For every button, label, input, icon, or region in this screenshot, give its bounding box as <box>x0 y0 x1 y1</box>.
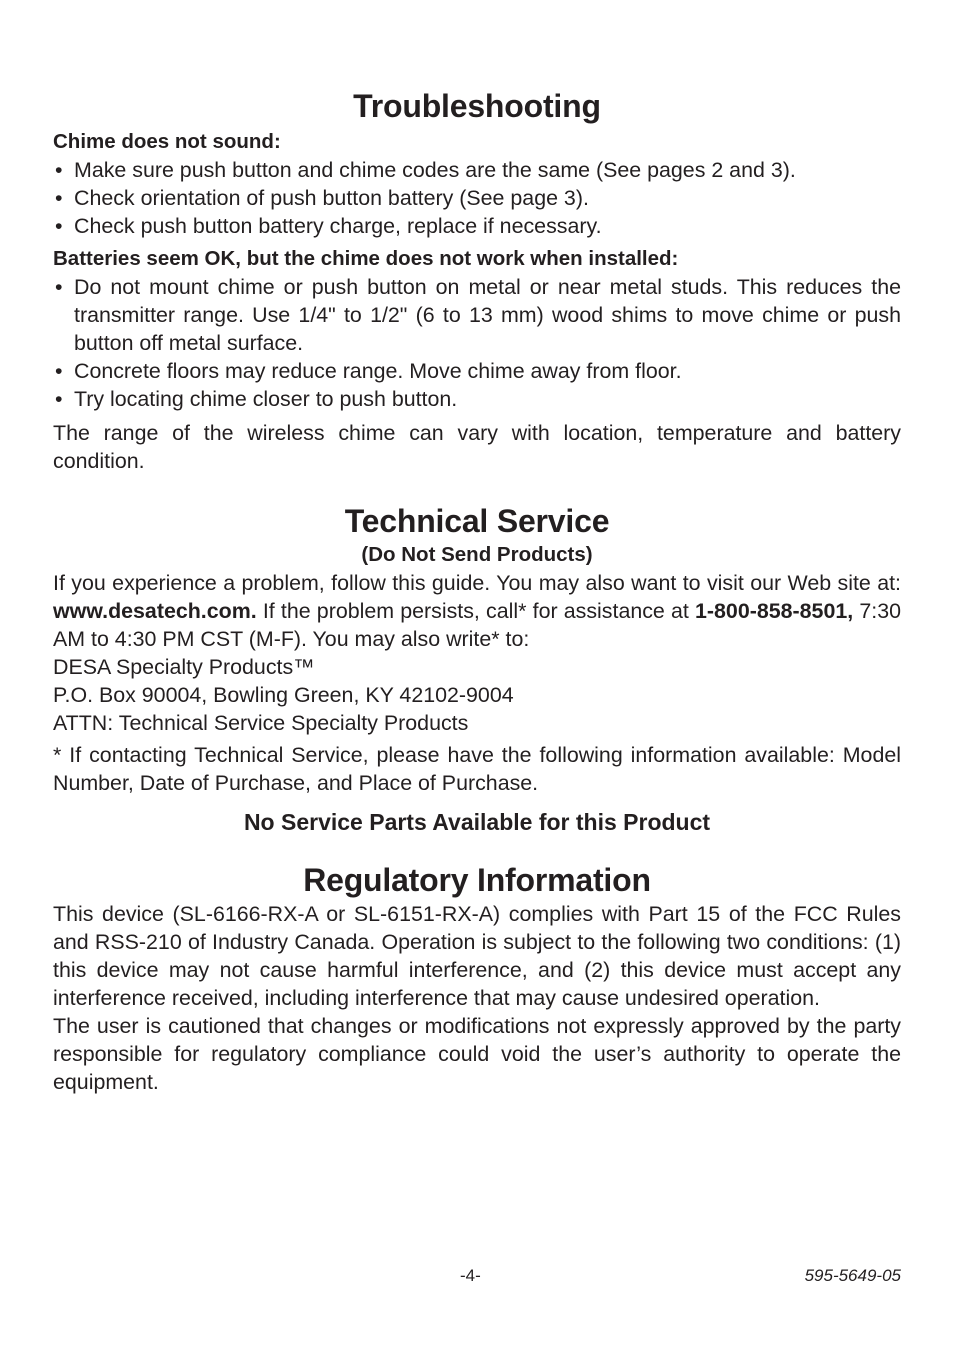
page-number: -4- <box>460 1266 481 1285</box>
list-item: • Try locating chime closer to push button. <box>55 387 458 411</box>
chime-no-sound-list <box>53 156 901 240</box>
document-page <box>53 86 901 1096</box>
chime-no-sound-heading: Chime does not sound: <box>53 130 281 153</box>
troubleshooting-title: Troubleshooting <box>353 88 601 124</box>
technical-service-subtitle: (Do Not Send Products) <box>361 543 593 566</box>
regulatory-paragraph-1: This device (SL-6166-RX-A or SL-6151-RX-A) complies with Part 15 of the FCC Rules and RSS-210 of Industry Canada. Operation is subject to the following two conditions: (1) this device may not cause harmful interference, and (2) this device must accept any interference received, including interference that may cause undesired operation. <box>53 902 901 1010</box>
bullet-icon: • <box>55 186 63 210</box>
parts-notice: No Service Parts Available for this Product <box>243 809 711 835</box>
list-item: • Concrete floors may reduce range. Move chime away from floor. <box>55 359 682 383</box>
list-item: • Check push button battery charge, replace if necessary. <box>55 214 602 238</box>
mailing-address <box>53 653 901 737</box>
bullet-icon: • <box>55 359 63 383</box>
address-line: P.O. Box 90004, Bowling Green, KY 42102-9004 <box>53 683 514 707</box>
regulatory-title: Regulatory Information <box>303 862 651 898</box>
list-item: • Do not mount chime or push button on metal or near metal studs. This reduces the transmitter range. Use 1/4" to 1/2" (6 to 13 mm) wood shims to move chime or push button off metal surface. <box>55 275 901 355</box>
document-code: 595-5649-05 <box>804 1266 901 1285</box>
address-line: ATTN: Technical Service Specialty Products <box>53 711 469 735</box>
website-link[interactable]: www.desatech.com. <box>53 599 257 623</box>
list-item: • Check orientation of push button battery (See page 3). <box>55 186 589 210</box>
batteries-ok-heading: Batteries seem OK, but the chime does not work when installed: <box>53 247 679 270</box>
bullet-icon: • <box>55 158 63 182</box>
technical-service-intro: If you experience a problem, follow this guide. You may also want to visit our Web site at: www.desatech.com. If the problem persists, call* for assistance at 1-800-858-8501, 7:30 AM to 4:30 PM CST (M-F). You may also write* to: <box>53 571 901 651</box>
technical-service-title: Technical Service <box>344 503 610 539</box>
address-line: DESA Specialty Products™ <box>53 655 315 679</box>
batteries-ok-list <box>53 273 901 413</box>
bullet-icon: • <box>55 214 63 238</box>
phone-number: 1-800-858-8501, <box>695 599 854 623</box>
technical-service-footnote: * If contacting Technical Service, please have the following information available: Model Number, Date of Purchase, and Place of Purchase. <box>53 743 901 795</box>
bullet-icon: • <box>55 387 63 411</box>
list-item: • Make sure push button and chime codes are the same (See pages 2 and 3). <box>55 158 796 182</box>
range-note: The range of the wireless chime can vary with location, temperature and battery condition. <box>53 421 901 473</box>
bullet-icon: • <box>55 275 63 299</box>
regulatory-paragraph-2: The user is cautioned that changes or modifications not expressly approved by the party responsible for regulatory compliance could void the user’s authority to operate the equipment. <box>53 1014 901 1094</box>
